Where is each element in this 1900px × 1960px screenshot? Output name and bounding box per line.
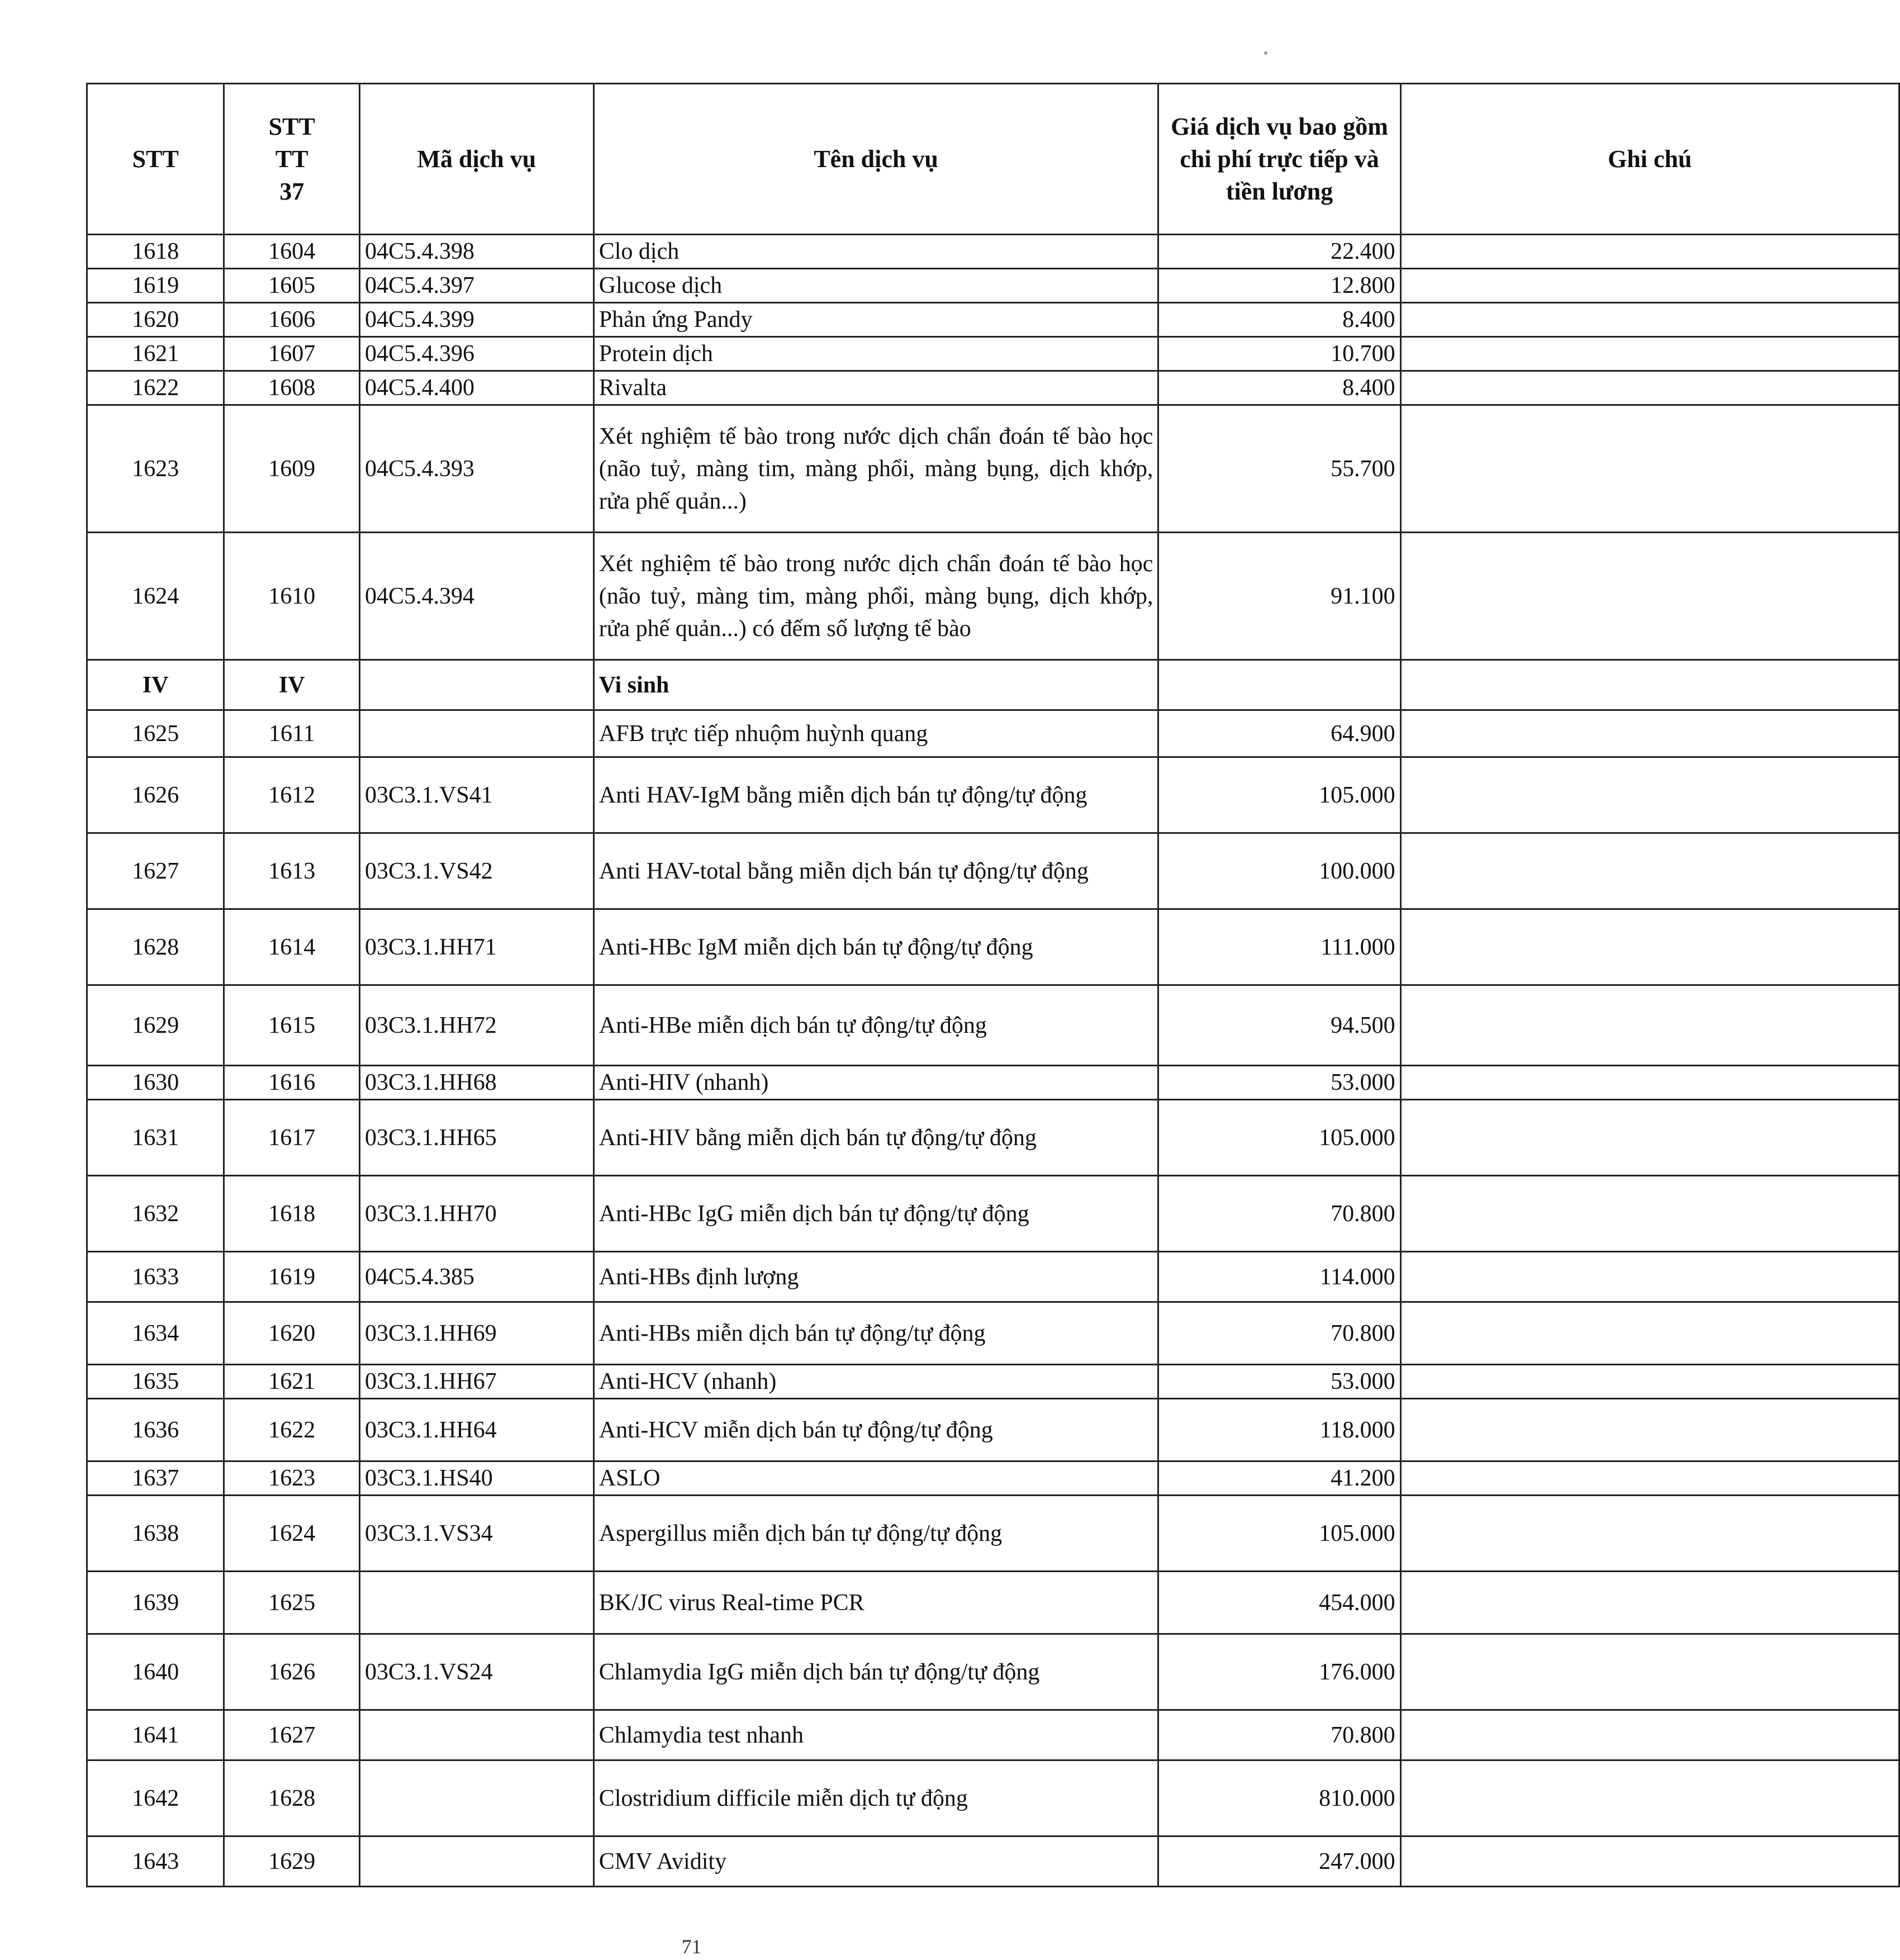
cell-code: 03C3.1.VS41 — [360, 757, 594, 833]
table-row — [87, 337, 1899, 371]
cell-stt: 1643 — [87, 1836, 224, 1887]
cell-name: Anti-HCV miễn dịch bán tự động/tự động — [593, 1399, 1158, 1461]
cell-price: 454.000 — [1158, 1572, 1400, 1634]
cell-name: Anti-HBe miễn dịch bán tự động/tự động — [593, 985, 1158, 1066]
cell-name: Anti HAV-total bằng miễn dịch bán tự động/tự động — [593, 833, 1158, 909]
cell-code — [360, 1760, 594, 1836]
cell-note — [1400, 1066, 1899, 1100]
cell-note — [1400, 1461, 1899, 1496]
cell-code: 03C3.1.HH70 — [360, 1176, 594, 1252]
cell-stt-tt37: 1627 — [224, 1710, 360, 1760]
cell-price: 70.800 — [1158, 1710, 1400, 1760]
cell-name: Anti HAV-IgM bằng miễn dịch bán tự động/tự động — [593, 757, 1158, 833]
table-row — [87, 235, 1899, 269]
table-row — [87, 1066, 1899, 1100]
cell-price: 8.400 — [1158, 303, 1400, 337]
table-row — [87, 1252, 1899, 1302]
header-note: Ghi chú — [1400, 84, 1899, 235]
price-table — [86, 83, 1900, 1887]
table-row — [87, 1710, 1899, 1760]
cell-note — [1400, 1710, 1899, 1760]
cell-code: 04C5.4.396 — [360, 337, 594, 371]
cell-stt-tt37: 1619 — [224, 1252, 360, 1302]
header-stt-tt37: STT TT 37 — [224, 84, 360, 235]
cell-stt: 1631 — [87, 1100, 224, 1176]
cell-code: 03C3.1.HH71 — [360, 909, 594, 985]
cell-code: 03C3.1.HH69 — [360, 1302, 594, 1365]
cell-stt-tt37: 1614 — [224, 909, 360, 985]
cell-stt: 1642 — [87, 1760, 224, 1836]
cell-price: 91.100 — [1158, 533, 1400, 660]
cell-stt-tt37: 1604 — [224, 235, 360, 269]
cell-price: 22.400 — [1158, 235, 1400, 269]
cell-name: Anti-HIV (nhanh) — [593, 1066, 1158, 1100]
table-row — [87, 757, 1899, 833]
cell-stt-tt37: 1620 — [224, 1302, 360, 1365]
cell-code: 04C5.4.400 — [360, 371, 594, 405]
cell-name: Chlamydia test nhanh — [593, 1710, 1158, 1760]
cell-note — [1400, 533, 1899, 660]
cell-note — [1400, 1572, 1899, 1634]
table-row — [87, 1760, 1899, 1836]
cell-code: 03C3.1.HH65 — [360, 1100, 594, 1176]
cell-price: 41.200 — [1158, 1461, 1400, 1496]
table-row — [87, 1572, 1899, 1634]
cell-name: Clo dịch — [593, 235, 1158, 269]
page-number: 71 — [681, 1935, 702, 1958]
cell-price: 105.000 — [1158, 757, 1400, 833]
cell-price: 8.400 — [1158, 371, 1400, 405]
cell-note — [1400, 710, 1899, 757]
cell-code: 04C5.4.385 — [360, 1252, 594, 1302]
cell-price: 114.000 — [1158, 1252, 1400, 1302]
cell-name: Chlamydia IgG miễn dịch bán tự động/tự động — [593, 1634, 1158, 1710]
table-row — [87, 1100, 1899, 1176]
cell-stt: 1633 — [87, 1252, 224, 1302]
cell-code: 03C3.1.HH68 — [360, 1066, 594, 1100]
cell-name: Xét nghiệm tế bào trong nước dịch chẩn đoán tế bào học (não tuỷ, màng tim, màng phổi, màng bụng, dịch khớp, rửa phế quản...) có đếm số lượng tế bào — [593, 533, 1158, 660]
cell-note — [1400, 1176, 1899, 1252]
cell-stt: 1637 — [87, 1461, 224, 1496]
cell-price: 100.000 — [1158, 833, 1400, 909]
cell-note — [1400, 371, 1899, 405]
cell-name: Anti-HBs định lượng — [593, 1252, 1158, 1302]
cell-stt: 1640 — [87, 1634, 224, 1710]
cell-code — [360, 1836, 594, 1887]
cell-note — [1400, 1760, 1899, 1836]
cell-note — [1400, 1634, 1899, 1710]
cell-stt-tt37: 1612 — [224, 757, 360, 833]
cell-stt-tt37: 1623 — [224, 1461, 360, 1496]
cell-note — [1400, 1496, 1899, 1572]
table-row — [87, 1176, 1899, 1252]
cell-code: 04C5.4.399 — [360, 303, 594, 337]
cell-code: 03C3.1.HS40 — [360, 1461, 594, 1496]
cell-note — [1400, 757, 1899, 833]
header-price: Giá dịch vụ bao gồm chi phí trực tiếp và tiền lương — [1158, 84, 1400, 235]
cell-price: 55.700 — [1158, 405, 1400, 533]
cell-stt: 1618 — [87, 235, 224, 269]
cell-stt-tt37: 1617 — [224, 1100, 360, 1176]
cell-name: Phản ứng Pandy — [593, 303, 1158, 337]
cell-stt: 1641 — [87, 1710, 224, 1760]
cell-stt: 1625 — [87, 710, 224, 757]
cell-name: ASLO — [593, 1461, 1158, 1496]
cell-stt: 1638 — [87, 1496, 224, 1572]
table-row — [87, 1836, 1899, 1887]
cell-stt: 1626 — [87, 757, 224, 833]
cell-stt-tt37: 1607 — [224, 337, 360, 371]
header-stt: STT — [87, 84, 224, 235]
cell-note — [1400, 235, 1899, 269]
cell-price: 105.000 — [1158, 1496, 1400, 1572]
cell-code — [360, 660, 594, 710]
cell-note — [1400, 985, 1899, 1066]
cell-note — [1400, 269, 1899, 303]
table-row — [87, 405, 1899, 533]
cell-note — [1400, 1100, 1899, 1176]
cell-note — [1400, 337, 1899, 371]
cell-stt-tt37: 1615 — [224, 985, 360, 1066]
cell-note — [1400, 1365, 1899, 1399]
cell-price — [1158, 660, 1400, 710]
cell-code: 03C3.1.HH64 — [360, 1399, 594, 1461]
table-row — [87, 710, 1899, 757]
cell-code — [360, 1710, 594, 1760]
header-row — [87, 84, 1899, 235]
table-row — [87, 1496, 1899, 1572]
cell-note — [1400, 909, 1899, 985]
cell-price: 12.800 — [1158, 269, 1400, 303]
cell-price: 94.500 — [1158, 985, 1400, 1066]
cell-stt: 1624 — [87, 533, 224, 660]
cell-stt-tt37: 1609 — [224, 405, 360, 533]
cell-stt-tt37: 1608 — [224, 371, 360, 405]
cell-note — [1400, 1302, 1899, 1365]
cell-note — [1400, 1252, 1899, 1302]
cell-price: 53.000 — [1158, 1066, 1400, 1100]
cell-price: 70.800 — [1158, 1176, 1400, 1252]
cell-price: 70.800 — [1158, 1302, 1400, 1365]
cell-stt: 1628 — [87, 909, 224, 985]
table-row — [87, 833, 1899, 909]
table-row — [87, 1302, 1899, 1365]
header-code: Mã dịch vụ — [360, 84, 594, 235]
cell-stt: 1620 — [87, 303, 224, 337]
cell-stt-tt37: 1628 — [224, 1760, 360, 1836]
cell-stt-tt37: 1610 — [224, 533, 360, 660]
table-row — [87, 371, 1899, 405]
cell-code: 03C3.1.HH72 — [360, 985, 594, 1066]
cell-price: 111.000 — [1158, 909, 1400, 985]
table-row — [87, 303, 1899, 337]
cell-price: 64.900 — [1158, 710, 1400, 757]
cell-stt: IV — [87, 660, 224, 710]
cell-price: 53.000 — [1158, 1365, 1400, 1399]
cell-name: Anti-HIV bằng miễn dịch bán tự động/tự động — [593, 1100, 1158, 1176]
cell-name: Rivalta — [593, 371, 1158, 405]
table-row — [87, 985, 1899, 1066]
cell-stt: 1621 — [87, 337, 224, 371]
cell-name: Aspergillus miễn dịch bán tự động/tự động — [593, 1496, 1158, 1572]
cell-name: Clostridium difficile miễn dịch tự động — [593, 1760, 1158, 1836]
cell-code: 03C3.1.VS42 — [360, 833, 594, 909]
cell-stt: 1630 — [87, 1066, 224, 1100]
cell-code — [360, 1572, 594, 1634]
cell-stt-tt37: 1605 — [224, 269, 360, 303]
section-row — [87, 660, 1899, 710]
cell-code: 04C5.4.397 — [360, 269, 594, 303]
cell-stt: 1619 — [87, 269, 224, 303]
cell-stt: 1636 — [87, 1399, 224, 1461]
scan-speck — [1264, 51, 1267, 55]
table-row — [87, 533, 1899, 660]
cell-stt-tt37: IV — [224, 660, 360, 710]
cell-stt-tt37: 1622 — [224, 1399, 360, 1461]
cell-stt-tt37: 1618 — [224, 1176, 360, 1252]
cell-name: Anti-HBs miễn dịch bán tự động/tự động — [593, 1302, 1158, 1365]
cell-name: BK/JC virus Real-time PCR — [593, 1572, 1158, 1634]
cell-stt: 1629 — [87, 985, 224, 1066]
cell-price: 810.000 — [1158, 1760, 1400, 1836]
cell-stt: 1623 — [87, 405, 224, 533]
cell-code: 04C5.4.394 — [360, 533, 594, 660]
cell-note — [1400, 1399, 1899, 1461]
cell-name: AFB trực tiếp nhuộm huỳnh quang — [593, 710, 1158, 757]
cell-note — [1400, 303, 1899, 337]
cell-name: Xét nghiệm tế bào trong nước dịch chẩn đoán tế bào học (não tuỷ, màng tim, màng phổi, màng bụng, dịch khớp, rửa phế quản...) — [593, 405, 1158, 533]
cell-stt: 1632 — [87, 1176, 224, 1252]
cell-stt-tt37: 1621 — [224, 1365, 360, 1399]
cell-name: CMV Avidity — [593, 1836, 1158, 1887]
cell-stt: 1622 — [87, 371, 224, 405]
cell-code: 04C5.4.398 — [360, 235, 594, 269]
cell-code: 03C3.1.VS34 — [360, 1496, 594, 1572]
cell-name: Anti-HBc IgM miễn dịch bán tự động/tự động — [593, 909, 1158, 985]
table-row — [87, 1461, 1899, 1496]
cell-stt: 1627 — [87, 833, 224, 909]
cell-note — [1400, 405, 1899, 533]
table-row — [87, 1634, 1899, 1710]
cell-name: Vi sinh — [593, 660, 1158, 710]
cell-note — [1400, 833, 1899, 909]
cell-price: 247.000 — [1158, 1836, 1400, 1887]
cell-name: Protein dịch — [593, 337, 1158, 371]
cell-stt-tt37: 1613 — [224, 833, 360, 909]
cell-stt-tt37: 1606 — [224, 303, 360, 337]
table-row — [87, 269, 1899, 303]
cell-note — [1400, 660, 1899, 710]
cell-note — [1400, 1836, 1899, 1887]
cell-price: 10.700 — [1158, 337, 1400, 371]
header-name: Tên dịch vụ — [593, 84, 1158, 235]
cell-stt-tt37: 1616 — [224, 1066, 360, 1100]
cell-name: Anti-HBc IgG miễn dịch bán tự động/tự động — [593, 1176, 1158, 1252]
cell-stt-tt37: 1624 — [224, 1496, 360, 1572]
cell-name: Glucose dịch — [593, 269, 1158, 303]
table-row — [87, 1399, 1899, 1461]
cell-stt-tt37: 1629 — [224, 1836, 360, 1887]
cell-price: 176.000 — [1158, 1634, 1400, 1710]
cell-code: 03C3.1.HH67 — [360, 1365, 594, 1399]
cell-stt: 1639 — [87, 1572, 224, 1634]
cell-price: 105.000 — [1158, 1100, 1400, 1176]
cell-stt: 1634 — [87, 1302, 224, 1365]
cell-stt-tt37: 1611 — [224, 710, 360, 757]
cell-name: Anti-HCV (nhanh) — [593, 1365, 1158, 1399]
cell-price: 118.000 — [1158, 1399, 1400, 1461]
table-row — [87, 909, 1899, 985]
cell-stt-tt37: 1626 — [224, 1634, 360, 1710]
cell-code: 03C3.1.VS24 — [360, 1634, 594, 1710]
cell-stt-tt37: 1625 — [224, 1572, 360, 1634]
cell-code — [360, 710, 594, 757]
table-row — [87, 1365, 1899, 1399]
cell-stt: 1635 — [87, 1365, 224, 1399]
cell-code: 04C5.4.393 — [360, 405, 594, 533]
table-body — [87, 235, 1899, 1887]
